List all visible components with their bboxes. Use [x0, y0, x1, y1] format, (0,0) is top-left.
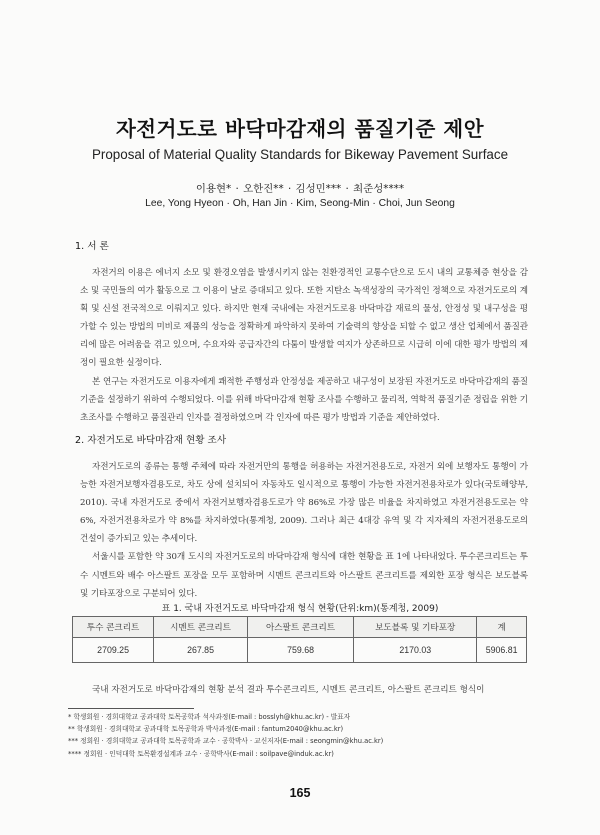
footnote: * 학생회원 · 경희대학교 공과대학 토목공학과 석사과정(E-mail : bosslyh@khu.ac.kr) - 발표자 [68, 713, 351, 721]
author-footnotes [68, 711, 538, 760]
table-row [73, 638, 527, 663]
author-list-korean: 이용현* · 오한진** · 김성민*** · 최준성**** [195, 183, 405, 195]
table-cell: 2709.25 [73, 638, 154, 663]
table-header-cell: 투수 콘크리트 [73, 617, 154, 638]
pavement-type-table [72, 616, 527, 663]
paper-title-english: Proposal of Material Quality Standards for Bikeway Pavement Surface [91, 147, 509, 162]
paragraph: 자전거도로의 종류는 통행 주체에 따라 자전거만의 통행을 허용하는 자전거전용도로, 자전거 외에 보행자도 통행이 가능한 자전거보행자겸용도로, 차도 상에 설치되어 자동차도 일시적으로 통행이 가능한 자전거전용차로가 있다(국토해양부, 2010). 국내 자전거도로 중에서 자전거보행자겸용도로가 약 86%로 가장 많은 비율을 차지하였고 자전거전용도로는 약 6%, 자전거전용차로가 약 8%를 차지하였다(통계청, 2009). 그러나 최근 4대강 유역 및 각 지자체의 자전거전용도로의 건설이 증가되고 있는 추세이다. [80, 462, 528, 545]
paragraph: 본 연구는 자전거도로 이용자에게 쾌적한 주행성과 안정성을 제공하고 내구성이 보장된 자전거도로 바닥마감재의 품질기준을 설정하기 위하여 수행되었다. 이를 위해 바닥마감재 현황 조사를 수행하고 물리적, 역학적 품질기준 정립을 위한 기초조사를 수행하고 품질관리 인자를 결정하였으며 각 인자에 따른 평가 방법과 기준을 제안하였다. [80, 376, 528, 423]
table-cell: 267.85 [154, 638, 248, 663]
table-header-cell: 계 [477, 617, 527, 638]
paragraph: 자전거의 이용은 에너지 소모 및 환경오염을 발생시키지 않는 친환경적인 교통수단으로 도시 내의 교통체증 현상을 감소 및 국민들의 여가 활동으로 그 이용이 날로 증대되고 있다. 또한 지탄소 녹색성장의 국가적인 정책으로 자전거도로의 계획 및 신설 전국적으로 이뤄지고 있다. 하지만 현재 국내에는 자전거도로용 바닥마감 재료의 물성, 안정성 및 내구성을 평가할 수 있는 방법의 미비로 제품의 성능을 정확하게 파악하지 못하여 기술력의 향상을 되할 수 없고 생산 업체에서 품질관리에 많은 어려움을 겪고 있으며, 수요자와 공급자간의 다툼이 발생할 여지가 상존하므로 시급히 이에 대한 평가 방법의 제정이 필요한 실정이다. [80, 268, 528, 369]
footnote: *** 정회원 · 경희대학교 공과대학 토목공학과 교수 · 공학박사 · 교신저자(E-mail : seongmin@khu.ac.kr) [68, 737, 384, 746]
page-number: 165 [289, 786, 311, 800]
table-cell: 759.68 [247, 638, 353, 663]
table-caption: 표 1. 국내 자전거도로 바닥마감재 형식 현황(단위:km)(통계청, 2009) [161, 604, 439, 614]
footnote: **** 정회원 · 인덕대학 토목환경설계과 교수 · 공학박사(E-mail : soilpave@induk.ac.kr) [68, 749, 334, 758]
section-body-introduction [80, 264, 528, 427]
continuation-paragraph: 국내 자전거도로 바닥마감재의 현황 분석 결과 투수콘크리트, 시멘트 콘크리트, 아스팔트 콘크리트 형식이 [92, 685, 485, 695]
table-cell: 2170.03 [354, 638, 477, 663]
section-heading-introduction: 1. 서 론 [75, 241, 109, 252]
footnote: ** 학생회원 · 경희대학교 공과대학 토목공학과 박사과정(E-mail : fantum2040@khu.ac.kr) [68, 725, 344, 734]
table-header-row [73, 617, 527, 638]
table-cell: 5906.81 [477, 638, 527, 663]
author-list-english: Lee, Yong Hyeon · Oh, Han Jin · Kim, Seong-Min · Choi, Jun Seong [145, 198, 455, 209]
table-header-cell: 보도블록 및 기타포장 [354, 617, 477, 638]
section-body-status-survey [80, 458, 528, 603]
section-heading-status-survey: 2. 자전거도로 바닥마감재 현황 조사 [75, 435, 227, 446]
table-header-cell: 아스팔트 콘크리트 [247, 617, 353, 638]
table-header-cell: 시멘트 콘크리트 [154, 617, 248, 638]
footnote-divider [68, 708, 194, 709]
paragraph: 서울시를 포함한 약 30개 도시의 자전거도로의 바닥마감재 형식에 대한 현황을 표 1에 나타내었다. 투수콘크리트는 투수 시멘트와 배수 아스팔트 포장을 모두 포함하며 시멘트 콘크리트와 아스팔트 콘크리트를 제외한 포장 형식은 보도블록 및 기타포장으로 구분되어 있다. [80, 552, 528, 599]
paper-title-korean: 자전거도로 바닥마감재의 품질기준 제안 [115, 117, 485, 141]
